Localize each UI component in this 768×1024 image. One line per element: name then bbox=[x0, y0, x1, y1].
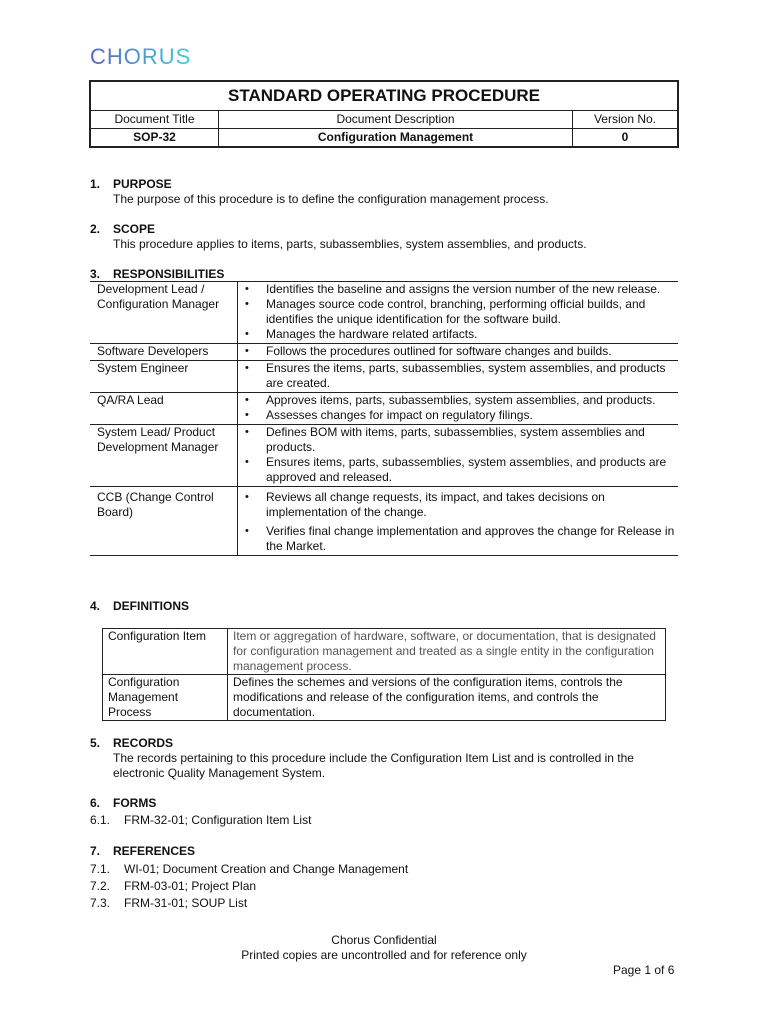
scope-heading: 2. SCOPE bbox=[90, 222, 156, 236]
svg-text:CHORUS: CHORUS bbox=[90, 44, 192, 68]
references-heading: 7. REFERENCES bbox=[90, 844, 196, 858]
list-item: • Reviews all change requests, its impact, and takes decisions on implementation of the change. bbox=[238, 490, 678, 520]
list-item: • Verifies final change implementation and approves the change for Release in the Market. bbox=[238, 524, 678, 554]
sop-title: STANDARD OPERATING PROCEDURE bbox=[91, 82, 677, 111]
list-item: 6.1. FRM-32-01; Configuration Item List bbox=[90, 813, 312, 827]
table-row bbox=[90, 393, 678, 425]
doc-title-value: SOP-32 bbox=[91, 129, 219, 146]
table-row bbox=[103, 675, 666, 721]
list-item: 7.2. FRM-03-01; Project Plan bbox=[90, 879, 257, 893]
responsibilities-table bbox=[90, 281, 678, 556]
purpose-text: The purpose of this procedure is to define the configuration management process. bbox=[113, 192, 549, 206]
table-row bbox=[90, 425, 678, 487]
scope-text: This procedure applies to items, parts, subassemblies, system assemblies, and products. bbox=[113, 237, 587, 251]
table-row bbox=[90, 282, 678, 344]
records-heading: 5. RECORDS bbox=[90, 736, 174, 750]
table-row bbox=[90, 344, 678, 361]
list-item: • Assesses changes for impact on regulatory filings. bbox=[238, 408, 678, 423]
footer-confidential: Chorus Confidential bbox=[331, 933, 437, 947]
table-row bbox=[103, 629, 666, 675]
version-label: Version No. bbox=[593, 112, 657, 126]
records-text: The records pertaining to this procedure include the Configuration Item List and is controlled in the electronic Quality Management System. bbox=[113, 751, 634, 780]
doc-description-value: Configuration Management bbox=[219, 129, 573, 146]
page-number: Page 1 of 6 bbox=[613, 963, 675, 977]
doc-description-label: Document Description bbox=[219, 111, 573, 128]
role-cell: CCB (Change Control Board) bbox=[90, 487, 238, 556]
purpose-heading: 1. PURPOSE bbox=[90, 177, 172, 191]
list-item: • Manages source code control, branching, performing official builds, and identifies the unique identification for the software build. bbox=[238, 297, 678, 327]
version-value: 0 bbox=[621, 130, 629, 144]
table-row bbox=[90, 361, 678, 393]
footer-disclaimer: Printed copies are uncontrolled and for reference only bbox=[241, 948, 527, 962]
responsibilities-heading: 3. RESPONSIBILITIES bbox=[90, 267, 225, 281]
list-item: • Manages the hardware related artifacts. bbox=[238, 327, 678, 342]
list-item: • Approves items, parts, subassemblies, system assemblies, and products. bbox=[238, 393, 678, 408]
list-item: • Defines BOM with items, parts, subassemblies, system assemblies and products. bbox=[238, 425, 678, 455]
table-row bbox=[90, 487, 678, 556]
role-cell: Software Developers bbox=[90, 344, 238, 361]
role-cell: Development Lead / Configuration Manager bbox=[90, 282, 238, 344]
list-item: • Ensures the items, parts, subassemblies, system assemblies, and products are created. bbox=[238, 361, 678, 391]
sop-header-labels bbox=[91, 111, 677, 128]
sop-header-values bbox=[91, 128, 677, 146]
definitions-heading: 4. DEFINITIONS bbox=[90, 599, 190, 613]
definitions-table bbox=[102, 628, 666, 721]
definition-cell: Item or aggregation of hardware, software, or documentation, that is designated for configuration management and treated as a single entity in the configuration management process. bbox=[228, 629, 666, 675]
sop-header-table bbox=[89, 80, 679, 148]
list-item: • Identifies the baseline and assigns the version number of the new release. bbox=[238, 282, 678, 297]
term-cell: Configuration Item bbox=[103, 629, 228, 675]
chorus-logo bbox=[90, 44, 200, 68]
list-item: 7.3. FRM-31-01; SOUP List bbox=[90, 896, 248, 910]
forms-heading: 6. FORMS bbox=[90, 796, 157, 810]
list-item: • Ensures items, parts, subassemblies, system assemblies, and products are approved and released. bbox=[238, 455, 678, 485]
definition-cell: Defines the schemes and versions of the configuration items, controls the modifications and release of the configuration items, and controls the documentation. bbox=[228, 675, 666, 721]
list-item: 7.1. WI-01; Document Creation and Change Management bbox=[90, 862, 409, 876]
role-cell: QA/RA Lead bbox=[90, 393, 238, 425]
list-item: • Follows the procedures outlined for software changes and builds. bbox=[238, 344, 678, 359]
role-cell: System Lead/ Product Development Manager bbox=[90, 425, 238, 487]
role-cell: System Engineer bbox=[90, 361, 238, 393]
term-cell: Configuration Management Process bbox=[103, 675, 228, 721]
doc-title-label: Document Title bbox=[91, 111, 219, 128]
